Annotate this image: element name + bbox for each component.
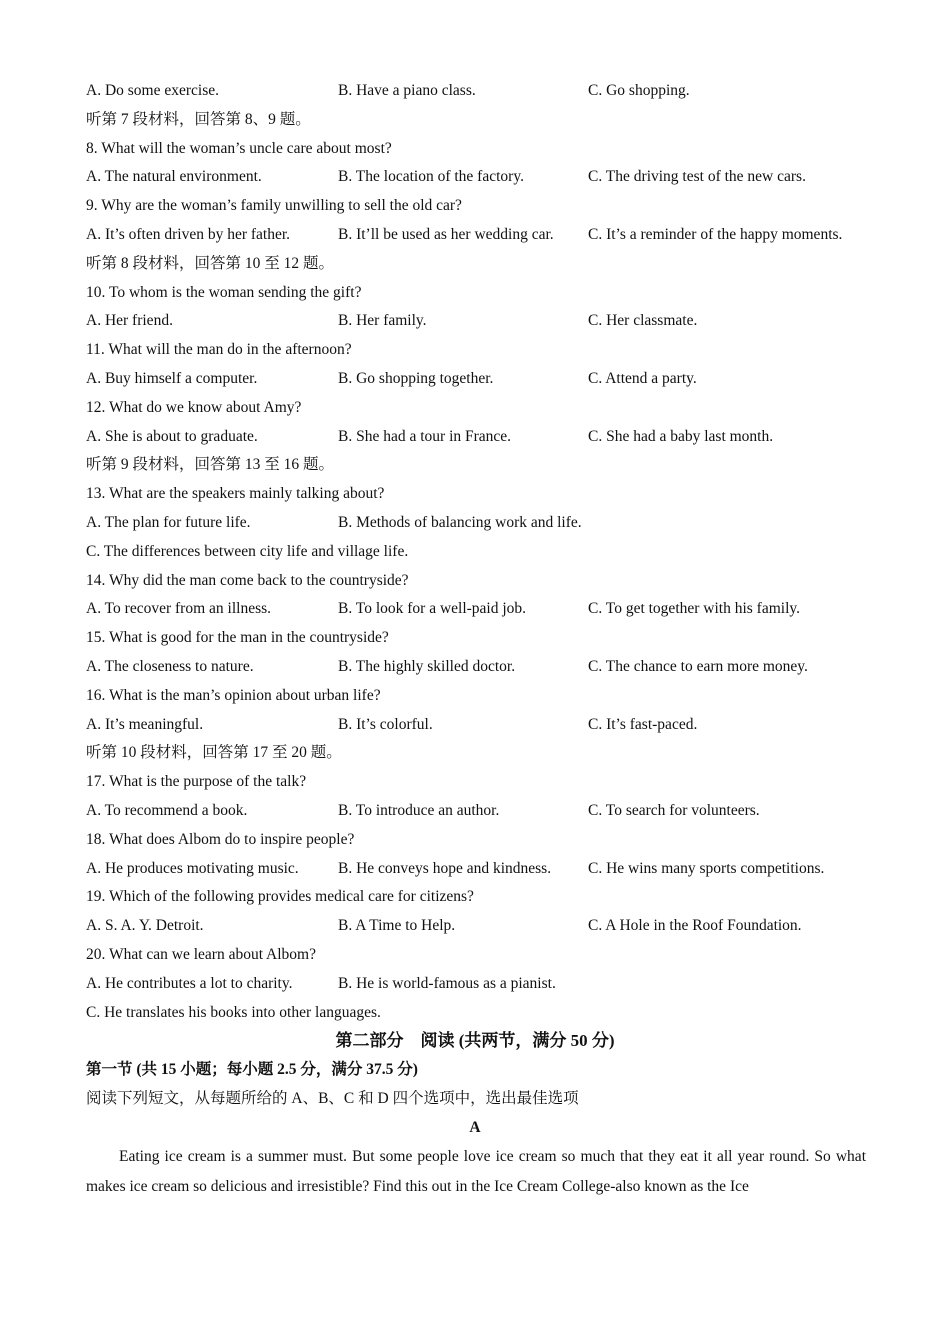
option-c: C. Her classmate.	[588, 312, 698, 330]
option-c: C. He wins many sports competitions.	[588, 859, 825, 877]
question: 16. What is the man’s opinion about urban life?	[86, 686, 381, 704]
listening-instruction: 听第 10 段材料，回答第 17 至 20 题。	[86, 744, 342, 762]
option-c: C. It’s a reminder of the happy moments.	[588, 226, 843, 243]
option-a: A. To recover from an illness.	[86, 600, 272, 618]
question: 11. What will the man do in the afternoon?	[86, 341, 352, 359]
text-line: 阅读下列短文，从每题所给的 A、B、C 和 D 四个选项中，选出最佳选项	[86, 1090, 579, 1107]
listening-instruction: 听第 8 段材料，回答第 10 至 12 题。	[86, 254, 335, 272]
question: 9. Why are the woman’s family unwilling to sell the old car?	[86, 197, 462, 215]
option-b: B. He conveys hope and kindness.	[338, 859, 552, 877]
option-c: C. A Hole in the Roof Foundation.	[588, 917, 802, 935]
option-c: C. She had a baby last month.	[588, 427, 774, 445]
option-c: C. It’s fast-paced.	[588, 715, 698, 733]
option-b: B. To introduce an author.	[338, 802, 500, 819]
option-a: A. Her friend.	[86, 312, 173, 330]
option-b: B. He is world-famous as a pianist.	[338, 974, 556, 992]
section-heading: 第二部分 阅读 (共两节，满分 50 分)	[335, 1031, 615, 1051]
option-b: B. Her family.	[338, 312, 427, 330]
option-c: C. To get together with his family.	[588, 600, 801, 618]
option-b: B. To look for a well-paid job.	[338, 600, 527, 618]
option-c: C. Attend a party.	[588, 370, 697, 387]
question: 8. What will the woman’s uncle care about most?	[86, 139, 392, 157]
question: 10. To whom is the woman sending the gift?	[86, 283, 362, 301]
option-b: B. She had a tour in France.	[338, 427, 512, 445]
option-b: B. Methods of balancing work and life.	[338, 514, 582, 531]
question: 18. What does Albom do to inspire people?	[86, 830, 355, 848]
question: 17. What is the purpose of the talk?	[86, 773, 307, 791]
section-subheading: 第一节 (共 15 小题；每小题 2.5 分，满分 37.5 分)	[86, 1061, 418, 1079]
listening-instruction: 听第 7 段材料，回答第 8、9 题。	[86, 110, 311, 128]
option-c: C. The driving test of the new cars.	[588, 168, 806, 186]
option-c: C. Go shopping.	[588, 82, 690, 99]
option-b: B. The highly skilled doctor.	[338, 658, 516, 675]
option-a: A. To recommend a book.	[86, 802, 248, 819]
passage-label: A	[469, 1118, 481, 1136]
option-a: A. He produces motivating music.	[86, 859, 299, 877]
question: 13. What are the speakers mainly talking about?	[86, 485, 385, 503]
option-a: A. The natural environment.	[86, 168, 262, 186]
question: 15. What is good for the man in the countryside?	[86, 629, 389, 647]
option-a: A. The closeness to nature.	[86, 658, 254, 675]
option-a: A. Do some exercise.	[86, 82, 219, 99]
option-b: B. The location of the factory.	[338, 168, 524, 186]
option-b: B. It’ll be used as her wedding car.	[338, 226, 554, 243]
option-a: A. It’s meaningful.	[86, 715, 204, 733]
option-a: A. It’s often driven by her father.	[86, 226, 291, 243]
question: 19. Which of the following provides medical care for citizens?	[86, 888, 474, 906]
option-c: C. To search for volunteers.	[588, 802, 760, 819]
option-b: B. It’s colorful.	[338, 715, 433, 733]
question: 20. What can we learn about Albom?	[86, 946, 316, 963]
option-c: C. The chance to earn more money.	[588, 658, 808, 675]
question: 14. Why did the man come back to the countryside?	[86, 571, 409, 589]
text-line: C. He translates his books into other languages.	[86, 1003, 381, 1021]
option-b: B. A Time to Help.	[338, 917, 456, 935]
option-a: A. She is about to graduate.	[86, 427, 258, 445]
option-a: A. He contributes a lot to charity.	[86, 974, 293, 992]
option-b: B. Have a piano class.	[338, 82, 476, 99]
option-a: A. The plan for future life.	[86, 514, 251, 531]
option-b: B. Go shopping together.	[338, 370, 494, 387]
listening-instruction: 听第 9 段材料，回答第 13 至 16 题。	[86, 456, 335, 474]
passage-paragraph: Eating ice cream is a summer must. But some people love ice cream so much that they eat it all year round. So what makes ice cream so delicious and irresistible? Find this out in the Ice Cream College-also known as the Ice	[86, 1147, 866, 1195]
option-a: A. Buy himself a computer.	[86, 370, 258, 387]
option-a: A. S. A. Y. Detroit.	[86, 917, 204, 935]
text-line: C. The differences between city life and village life.	[86, 542, 409, 560]
question: 12. What do we know about Amy?	[86, 398, 302, 416]
